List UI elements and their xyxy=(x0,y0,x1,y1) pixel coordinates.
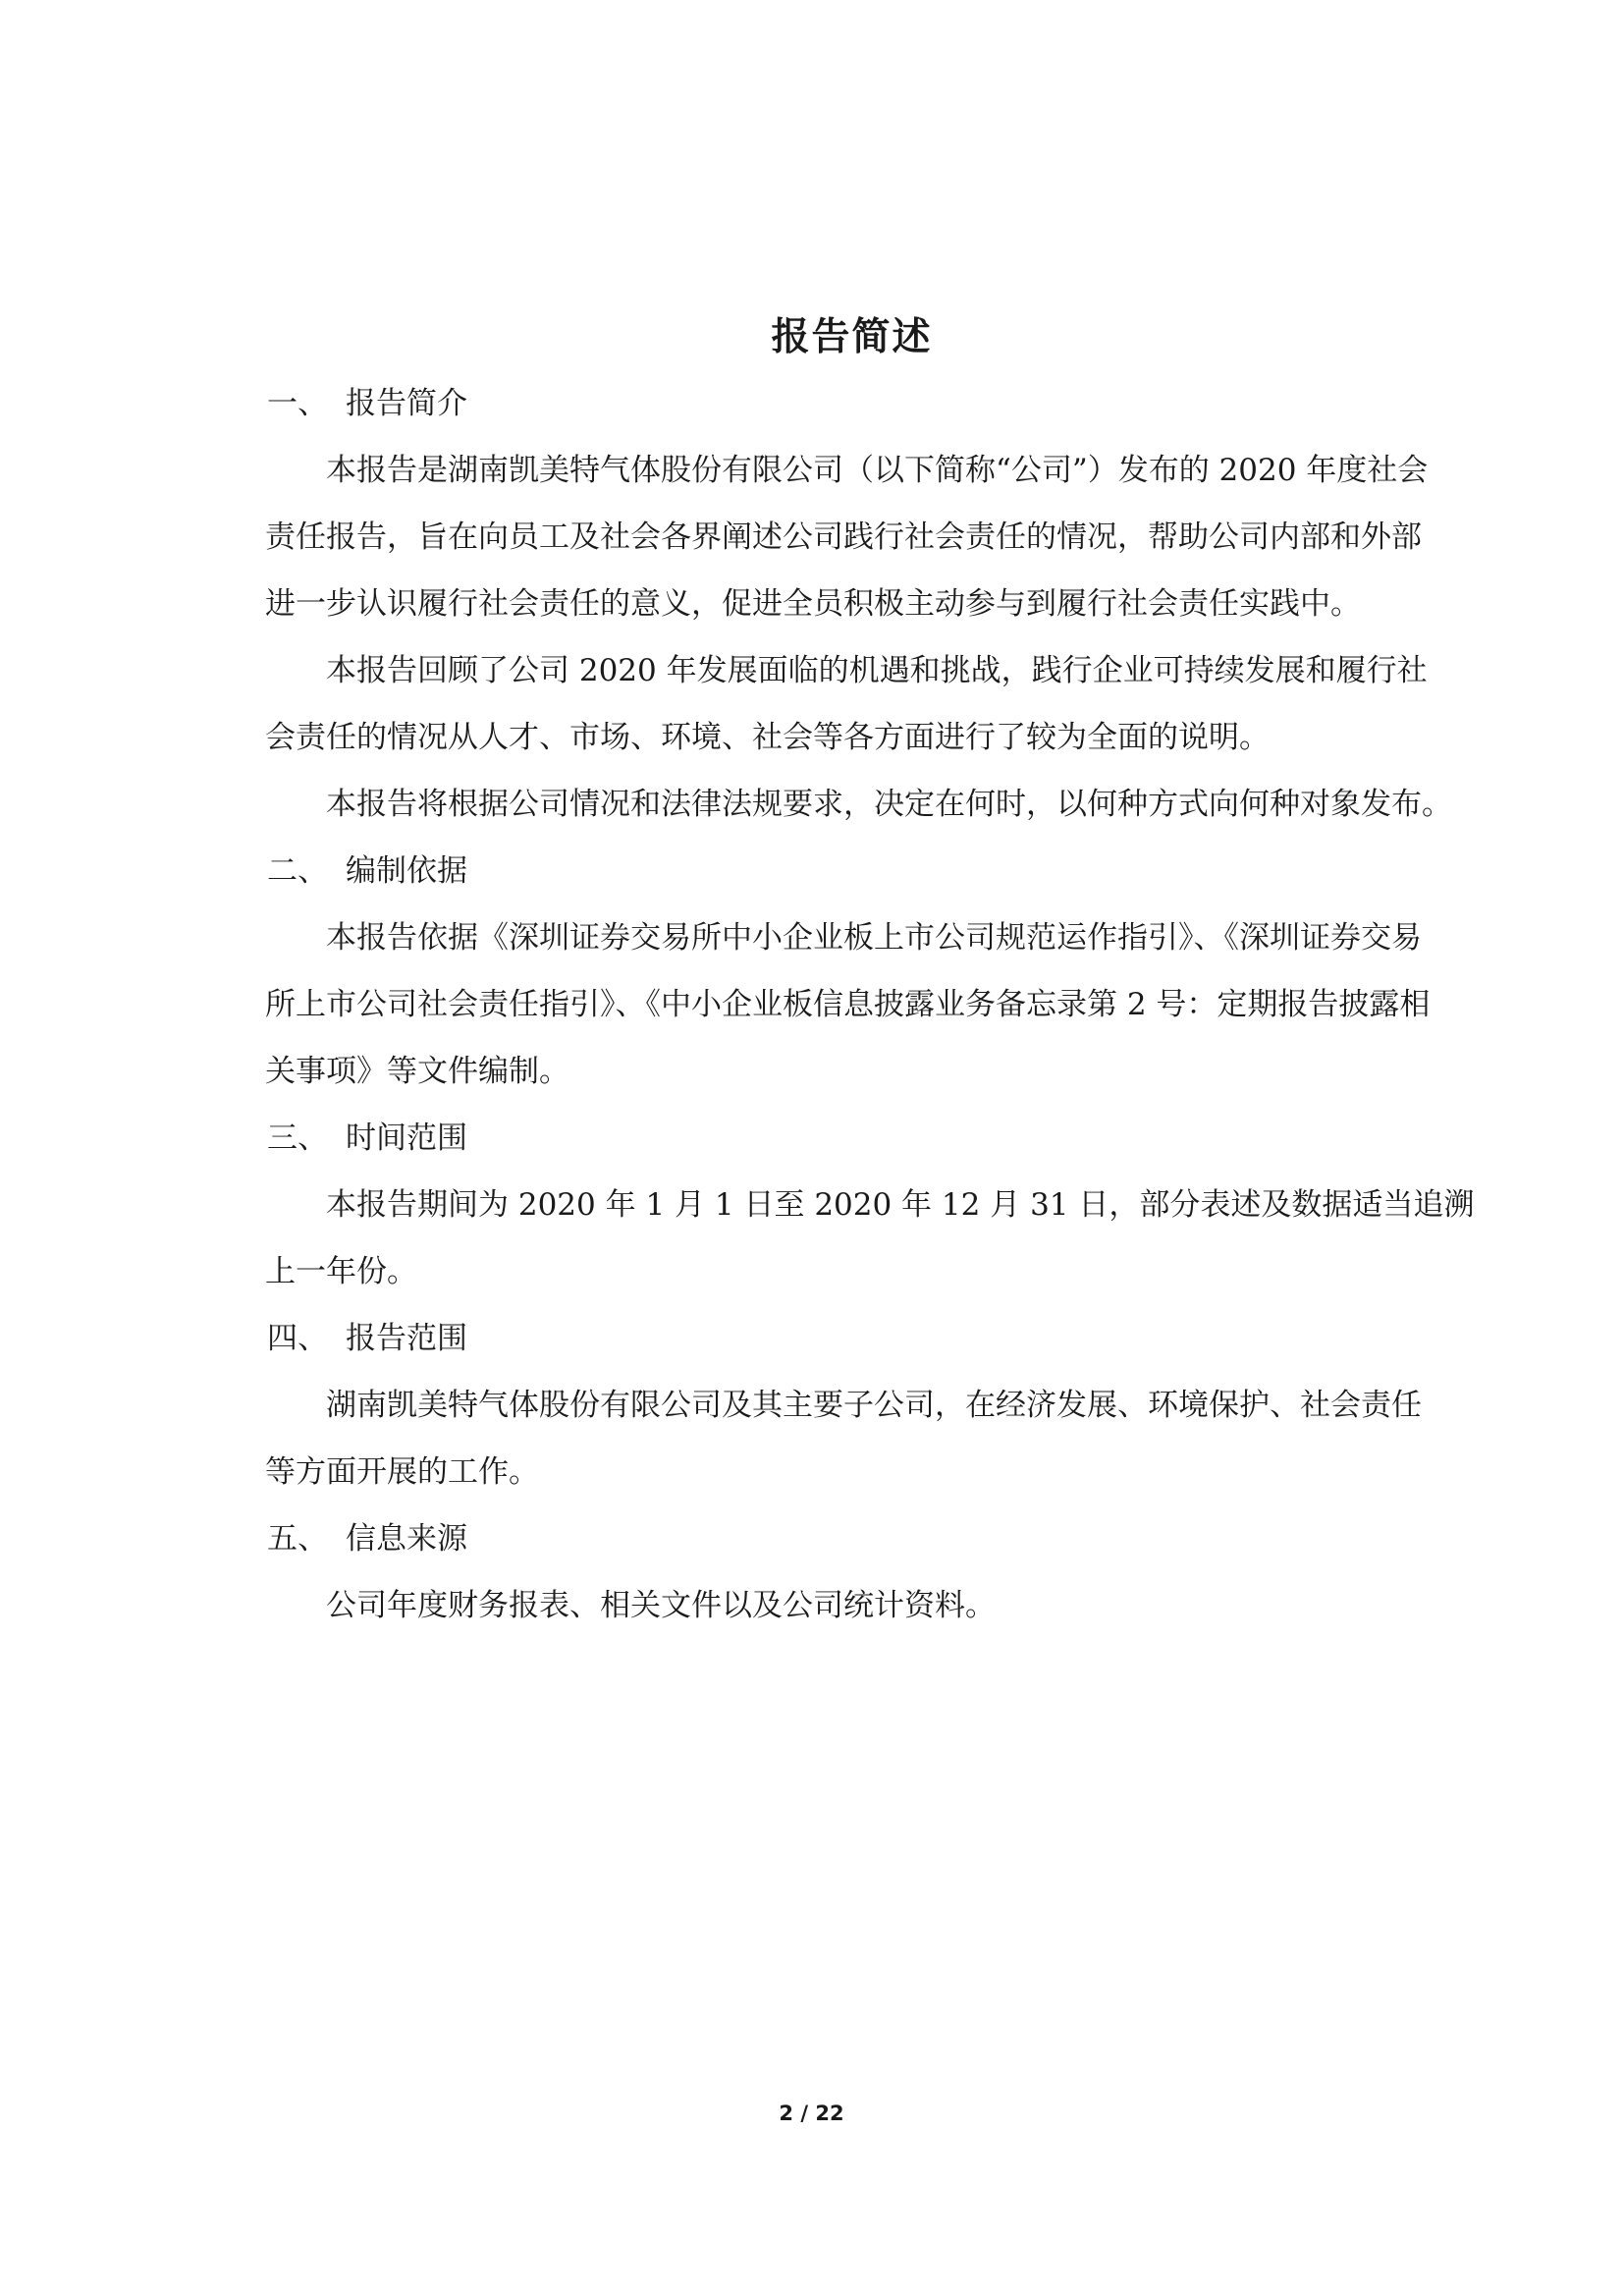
section-number: 二、 xyxy=(267,853,328,889)
paragraph xyxy=(265,448,1438,627)
paragraph xyxy=(265,782,1452,827)
paragraph xyxy=(265,1182,1475,1294)
paragraph xyxy=(265,915,1438,1094)
paragraph-line: 会责任的情况从人才、市场、环境、社会等各方面进行了较为全面的说明。 xyxy=(265,720,1270,755)
paragraph xyxy=(265,1583,1438,1628)
paragraph-line: 本报告是湖南凯美特气体股份有限公司（以下简称“公司”）发布的 2020 年度社会 xyxy=(326,453,1429,488)
paragraph-line: 本报告回顾了公司 2020 年发展面临的机遇和挑战，践行企业可持续发展和履行社 xyxy=(326,653,1428,688)
page-content xyxy=(265,312,1475,1650)
section-number: 四、 xyxy=(267,1321,328,1356)
section-heading-5 xyxy=(265,1516,1438,1561)
section-number: 三、 xyxy=(267,1121,328,1156)
page-title: 报告简述 xyxy=(771,315,933,359)
section-title: 信息来源 xyxy=(346,1521,467,1557)
paragraph xyxy=(265,648,1438,760)
paragraph-line: 本报告将根据公司情况和法律法规要求，决定在何时，以何种方式向何种对象发布。 xyxy=(326,787,1452,822)
paragraph-line: 关事项》等文件编制。 xyxy=(265,1054,569,1089)
page-number: 2 / 22 xyxy=(779,2102,844,2125)
section-number: 五、 xyxy=(267,1521,328,1557)
section-number: 一、 xyxy=(267,386,328,421)
section-title: 报告简介 xyxy=(346,386,467,421)
paragraph xyxy=(265,1383,1438,1495)
paragraph-line: 等方面开展的工作。 xyxy=(265,1454,539,1490)
paragraph-line: 本报告期间为 2020 年 1 月 1 日至 2020 年 12 月 31 日，部分表述及数据适当追溯 xyxy=(326,1187,1475,1223)
paragraph-line: 上一年份。 xyxy=(265,1254,417,1289)
paragraph-line: 所上市公司社会责任指引》、《中小企业板信息披露业务备忘录第 2 号：定期报告披露相 xyxy=(265,987,1431,1022)
paragraph-line: 公司年度财务报表、相关文件以及公司统计资料。 xyxy=(326,1588,996,1623)
paragraph-line: 责任报告，旨在向员工及社会各界阐述公司践行社会责任的情况，帮助公司内部和外部 xyxy=(265,519,1422,555)
paragraph-line: 进一步认识履行社会责任的意义，促进全员积极主动参与到履行社会责任实践中。 xyxy=(265,586,1361,622)
section-heading-4 xyxy=(265,1316,1438,1361)
section-heading-3 xyxy=(265,1116,1438,1161)
section-heading-2 xyxy=(265,848,1438,894)
section-title: 编制依据 xyxy=(346,853,467,889)
section-heading-1 xyxy=(265,381,1438,426)
paragraph-line: 湖南凯美特气体股份有限公司及其主要子公司，在经济发展、环境保护、社会责任 xyxy=(326,1388,1422,1423)
section-title: 时间范围 xyxy=(346,1121,467,1156)
section-title: 报告范围 xyxy=(346,1321,467,1356)
paragraph-line: 本报告依据《深圳证券交易所中小企业板上市公司规范运作指引》、《深圳证券交易 xyxy=(326,920,1422,956)
